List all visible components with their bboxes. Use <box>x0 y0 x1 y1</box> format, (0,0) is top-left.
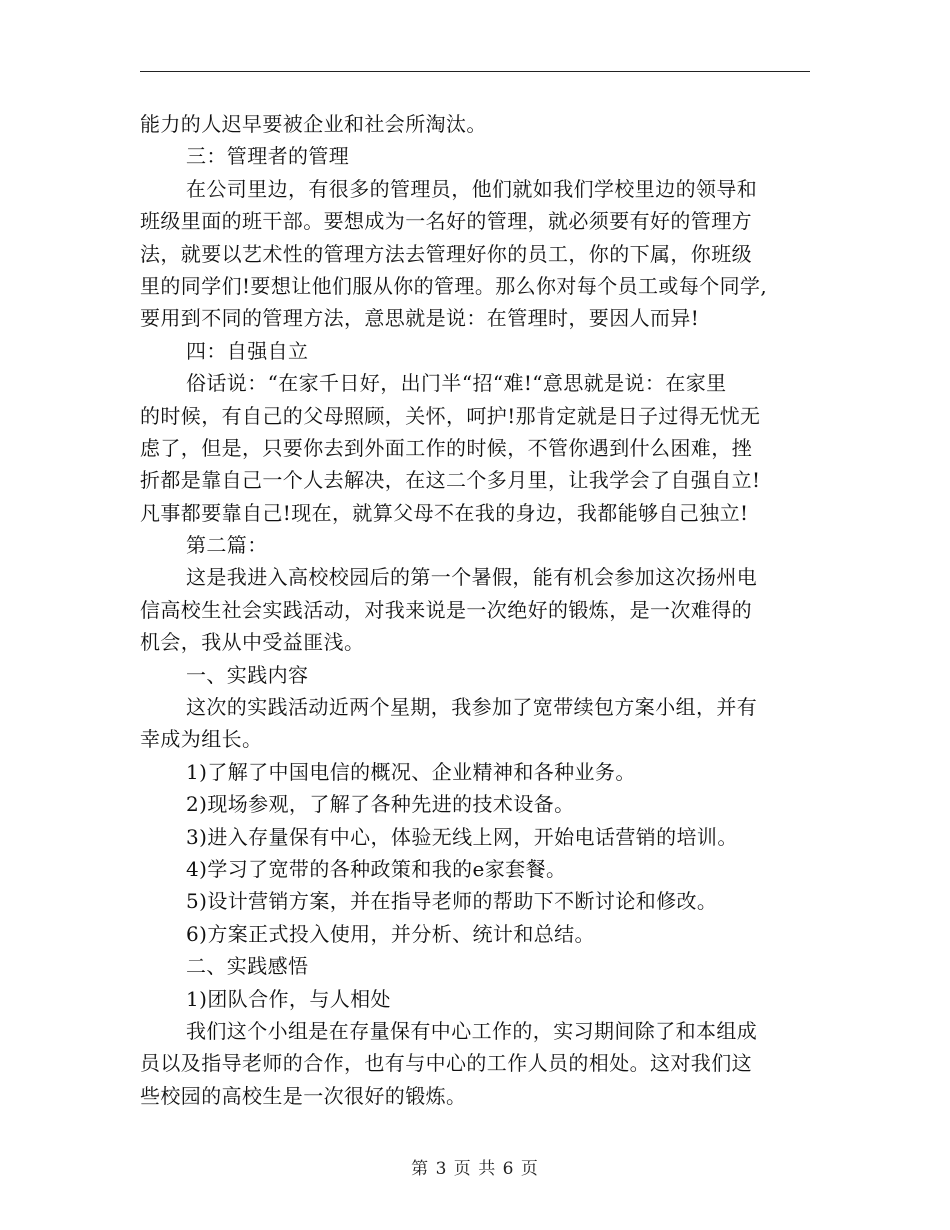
body-line: 法，就要以艺术性的管理方法去管理好你的员工，你的下属，你班级 <box>140 241 752 266</box>
body-line: 机会，我从中受益匪浅。 <box>140 630 365 655</box>
body-line: 的时候，有自己的父母照顾，关怀，呵护!那肯定就是日子过得无忧无 <box>140 403 761 428</box>
header-rule <box>140 71 810 72</box>
body-line: 信高校生社会实践活动，对我来说是一次绝好的锻炼，是一次难得的 <box>140 597 752 622</box>
section-heading: 第二篇： <box>186 533 268 558</box>
document-body <box>140 108 815 1112</box>
body-line: 员以及指导老师的合作，也有与中心的工作人员的相处。这对我们这 <box>140 1051 752 1076</box>
section-heading: 四：自强自立 <box>186 338 309 363</box>
list-item: 3)进入存量保有中心，体验无线上网，开始电话营销的培训。 <box>186 824 738 849</box>
body-line: 虑了，但是，只要你去到外面工作的时候，不管你遇到什么困难，挫 <box>140 435 752 460</box>
body-line: 折都是靠自己一个人去解决，在这二个多月里，让我学会了自强自立! <box>140 468 761 493</box>
body-line: 班级里面的班干部。要想成为一名好的管理，就必须要有好的管理方 <box>140 209 752 234</box>
body-line: 凡事都要靠自己!现在，就算父母不在我的身边，我都能够自己独立! <box>140 500 749 525</box>
body-line: 幸成为组长。 <box>140 727 263 752</box>
list-item: 1)了解了中国电信的概况、企业精神和各种业务。 <box>186 759 636 784</box>
list-item: 4)学习了宽带的各种政策和我的e家套餐。 <box>186 856 567 881</box>
body-line: 些校园的高校生是一次很好的锻炼。 <box>140 1083 467 1108</box>
body-line: 这次的实践活动近两个星期，我参加了宽带续包方案小组，并有 <box>186 695 758 720</box>
list-item: 5)设计营销方案，并在指导老师的帮助下不断讨论和修改。 <box>186 889 718 914</box>
section-heading: 一、实践内容 <box>186 662 309 687</box>
subsection-heading: 1)团队合作，与人相处 <box>186 986 391 1011</box>
body-line: 我们这个小组是在存量保有中心工作的，实习期间除了和本组成 <box>186 1018 758 1043</box>
list-item: 2)现场参观，了解了各种先进的技术设备。 <box>186 792 575 817</box>
body-line: 能力的人迟早要被企业和社会所淘汰。 <box>140 112 487 136</box>
body-line: 要用到不同的管理方法，意思就是说：在管理时，要因人而异! <box>140 306 700 331</box>
body-line: 俗话说：“在家千日好，出门半“招“难!“意思就是说：在家里 <box>186 371 727 396</box>
page-number-footer: 第 3 页 共 6 页 <box>411 1159 539 1179</box>
body-line: 里的同学们!要想让他们服从你的管理。那么你对每个员工或每个同学, <box>140 273 768 298</box>
list-item: 6)方案正式投入使用，并分析、统计和总结。 <box>186 921 595 946</box>
body-line: 这是我进入高校校园后的第一个暑假，能有机会参加这次扬州电 <box>186 565 758 590</box>
body-line: 在公司里边，有很多的管理员，他们就如我们学校里边的领导和 <box>186 176 758 201</box>
section-heading: 二、实践感悟 <box>186 954 309 979</box>
section-heading: 三：管理者的管理 <box>186 144 350 169</box>
